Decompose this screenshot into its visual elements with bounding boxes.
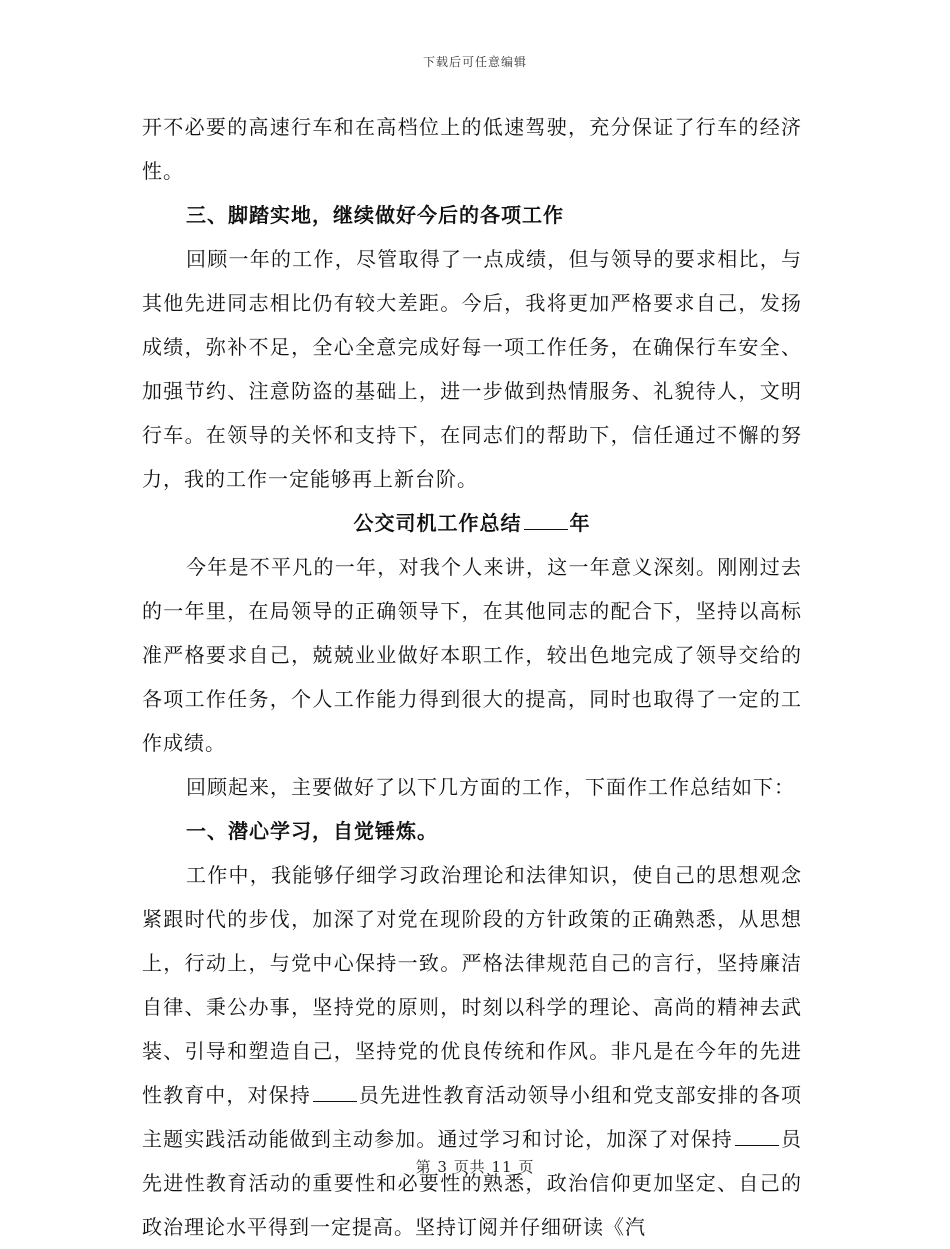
- paragraph-intro: 今年是不平凡的一年，对我个人来讲，这一年意义深刻。刚刚过去的一年里，在局领导的正确领导下，在其他同志的配合下，坚持以高标准严格要求自己，兢兢业业做好本职工作，较出色地完成了领导交给的各项工作任务，个人工作能力得到很大的提高，同时也取得了一定的工作成绩。: [142, 555, 802, 755]
- page-header: 下载后可任意编辑: [422, 55, 527, 69]
- title-text: 公交司机工作总结: [353, 511, 522, 535]
- study-blank-1: [313, 1085, 357, 1102]
- study-text-b: 员先进性教育活动领导小组和党支部安排的各项主题实践活动能做到主动参加。通过学习和讨论，加深了对保持: [142, 1083, 803, 1151]
- title-suffix: 年: [569, 511, 591, 535]
- document-body: [142, 105, 802, 1249]
- document-title: [142, 501, 802, 545]
- paragraph-summary-lead: 回顾起来，主要做好了以下几方面的工作，下面作工作总结如下：: [186, 775, 795, 799]
- paragraph-study: [142, 853, 802, 1249]
- section-heading-1: 一、潜心学习，自觉锤炼。: [186, 819, 438, 843]
- study-text-a: 工作中，我能够仔细学习政治理论和法律知识，使自己的思想观念紧跟时代的步伐，加深了对党在现阶段的方针政策的正确熟悉，从思想上，行动上，与党中心保持一致。严格法律规范自己的言行，坚持廉洁自律、秉公办事，坚持党的原则，时刻以科学的理论、高尚的精神去武装、引导和塑造自己，坚持党的优良传统和作风。非凡是在今年的先进性教育中，对保持: [142, 863, 802, 1107]
- title-blank: [524, 513, 568, 530]
- study-blank-2: [735, 1129, 779, 1146]
- paragraph-continuation: 开不必要的高速行车和在高档位上的低速驾驶，充分保证了行车的经济性。: [142, 115, 802, 183]
- paragraph-review: 回顾一年的工作，尽管取得了一点成绩，但与领导的要求相比，与其他先进同志相比仍有较大差距。今后，我将更加严格要求自己，发扬成绩，弥补不足，全心全意完成好每一项工作任务，在确保行车安全、加强节约、注意防盗的基础上，进一步做到热情服务、礼貌待人，文明行车。在领导的关怀和支持下，在同志们的帮助下，信任通过不懈的努力，我的工作一定能够再上新台阶。: [142, 247, 802, 491]
- page-footer: 第 3 页共 11 页: [415, 1158, 535, 1176]
- study-text-c: 员先进性教育活动的重要性和必要性的熟悉，政治信仰更加坚定、自己的政治理论水平得到一定提高。坚持订阅并仔细研读《汽: [142, 1127, 803, 1239]
- section-heading-3: 三、脚踏实地，继续做好今后的各项工作: [186, 203, 564, 227]
